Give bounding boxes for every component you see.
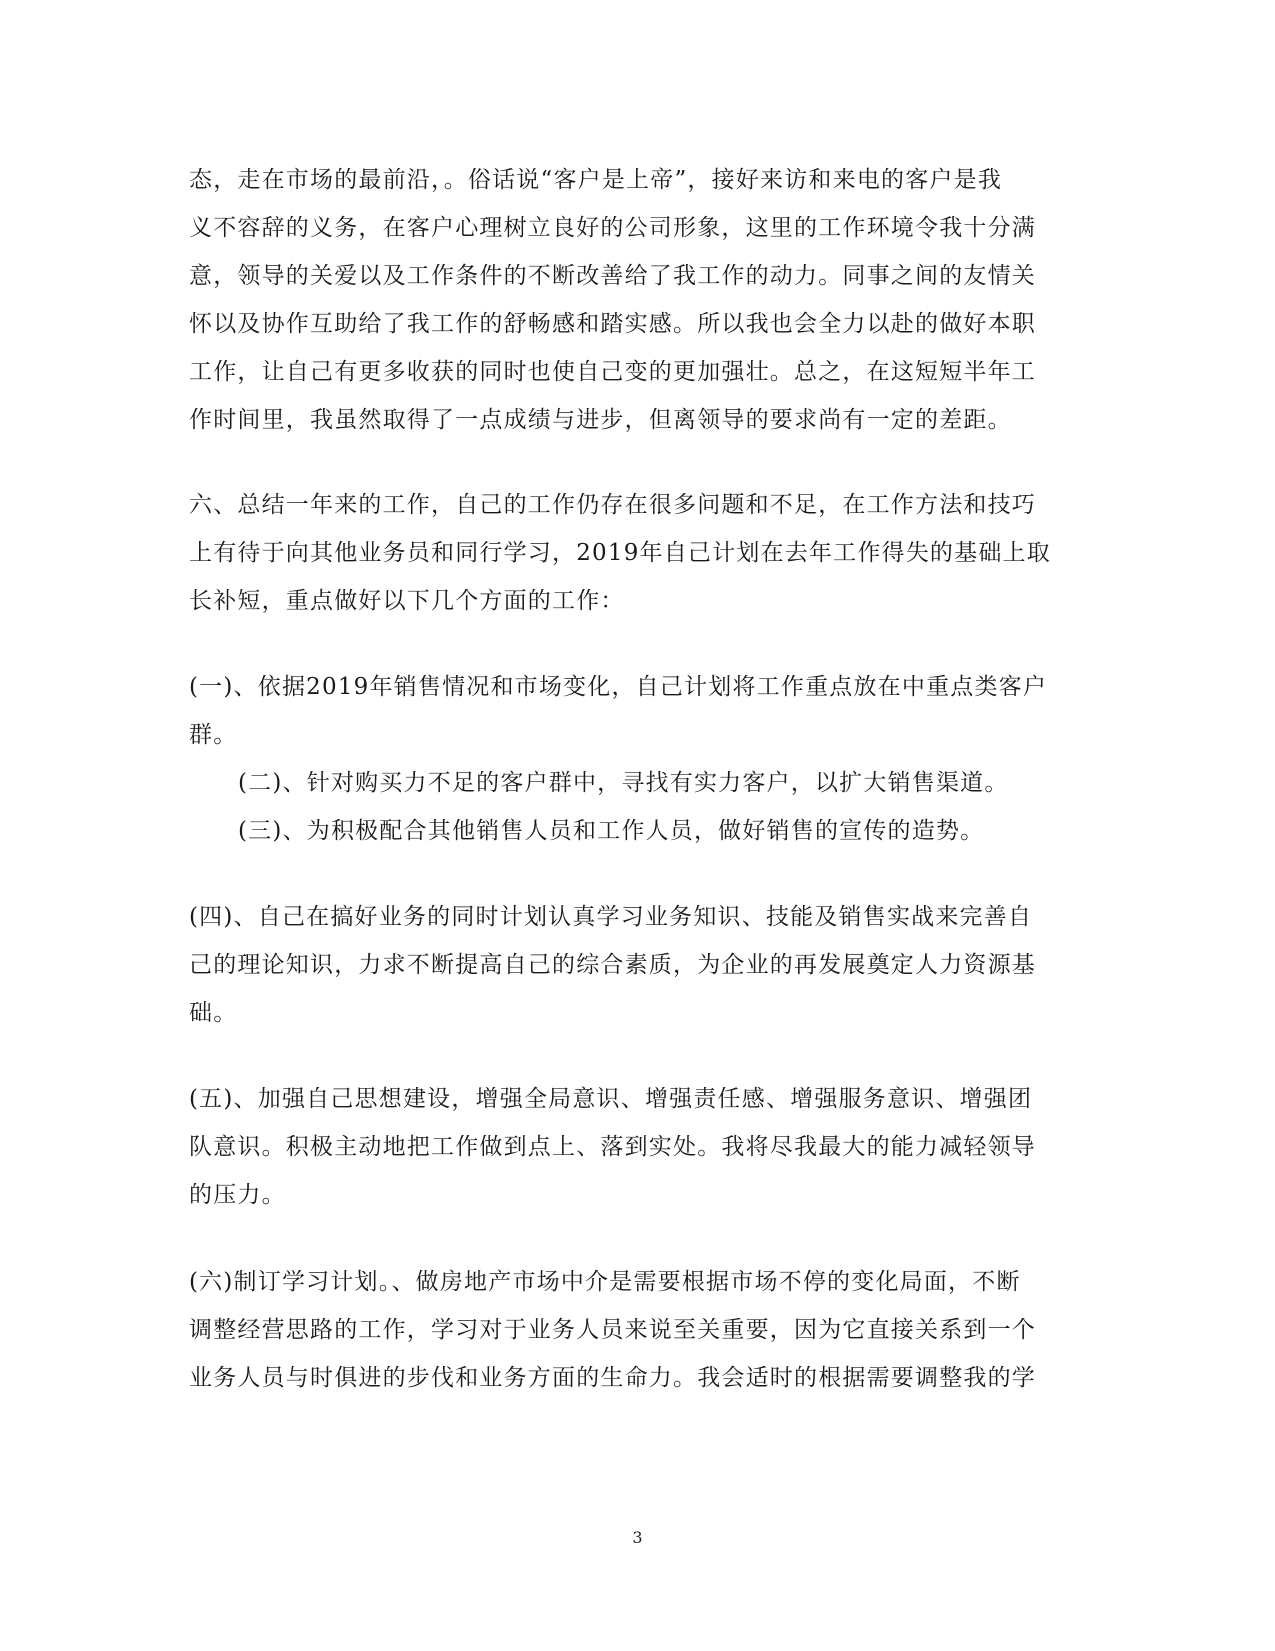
text-line: 业务人员与时俱进的步伐和业务方面的生命力。我会适时的根据需要调整我的学 bbox=[189, 1365, 1036, 1391]
paragraph-item-six bbox=[189, 1258, 1069, 1402]
paragraph-item-five bbox=[189, 1075, 1069, 1219]
paragraph-workplace bbox=[189, 156, 1069, 444]
item-two-line: (二)、针对购买力不足的客户群中，寻找有实力客户，以扩大销售渠道。 bbox=[238, 770, 1009, 796]
text-line: (四)、自己在搞好业务的同时计划认真学习业务知识、技能及销售实战来完善自 bbox=[189, 904, 1033, 930]
text-line: 义不容辞的义务，在客户心理树立良好的公司形象，这里的工作环境令我十分满 bbox=[189, 215, 1036, 241]
text-line: 六、总结一年来的工作，自己的工作仍存在很多问题和不足，在工作方法和技巧 bbox=[189, 492, 1036, 518]
text-line: 群。 bbox=[189, 722, 238, 748]
text-line: (一)、依据2019年销售情况和市场变化，自己计划将工作重点放在中重点类客户 bbox=[189, 674, 1048, 700]
paragraph-item-one bbox=[189, 663, 1069, 855]
text-line: 工作，让自己有更多收获的同时也使自己变的更加强壮。总之，在这短短半年工 bbox=[189, 359, 1036, 385]
text-line: 态，走在市场的最前沿，。俗话说“客户是上帝”，接好来访和来电的客户是我 bbox=[189, 167, 1003, 193]
text-line: 意，领导的关爱以及工作条件的不断改善给了我工作的动力。同事之间的友情关 bbox=[189, 263, 1036, 289]
text-line: 础。 bbox=[189, 1000, 238, 1026]
text-line: 上有待于向其他业务员和同行学习，2019年自己计划在去年工作得失的基础上取 bbox=[189, 540, 1051, 566]
text-line: 调整经营思路的工作，学习对于业务人员来说至关重要，因为它直接关系到一个 bbox=[189, 1317, 1036, 1343]
paragraph-item-four bbox=[189, 893, 1069, 1037]
text-line: (五)、加强自己思想建设，增强全局意识、增强责任感、增强服务意识、增强团 bbox=[189, 1086, 1033, 1112]
item-three-line: (三)、为积极配合其他销售人员和工作人员，做好销售的宣传的造势。 bbox=[238, 818, 985, 844]
text-line: 队意识。积极主动地把工作做到点上、落到实处。我将尽我最大的能力减轻领导 bbox=[189, 1134, 1036, 1160]
text-line: 的压力。 bbox=[189, 1182, 286, 1208]
text-line: 怀以及协作互助给了我工作的舒畅感和踏实感。所以我也会全力以赴的做好本职 bbox=[189, 311, 1036, 337]
text-line: (六)制订学习计划。、做房地产市场中介是需要根据市场不停的变化局面，不断 bbox=[189, 1269, 1021, 1295]
text-line: 长补短，重点做好以下几个方面的工作： bbox=[189, 588, 625, 614]
text-line: 作时间里，我虽然取得了一点成绩与进步，但离领导的要求尚有一定的差距。 bbox=[189, 407, 1012, 433]
page-number: 3 bbox=[632, 1528, 643, 1547]
text-line: 己的理论知识，力求不断提高自己的综合素质，为企业的再发展奠定人力资源基 bbox=[189, 952, 1036, 978]
paragraph-section-six bbox=[189, 481, 1069, 625]
